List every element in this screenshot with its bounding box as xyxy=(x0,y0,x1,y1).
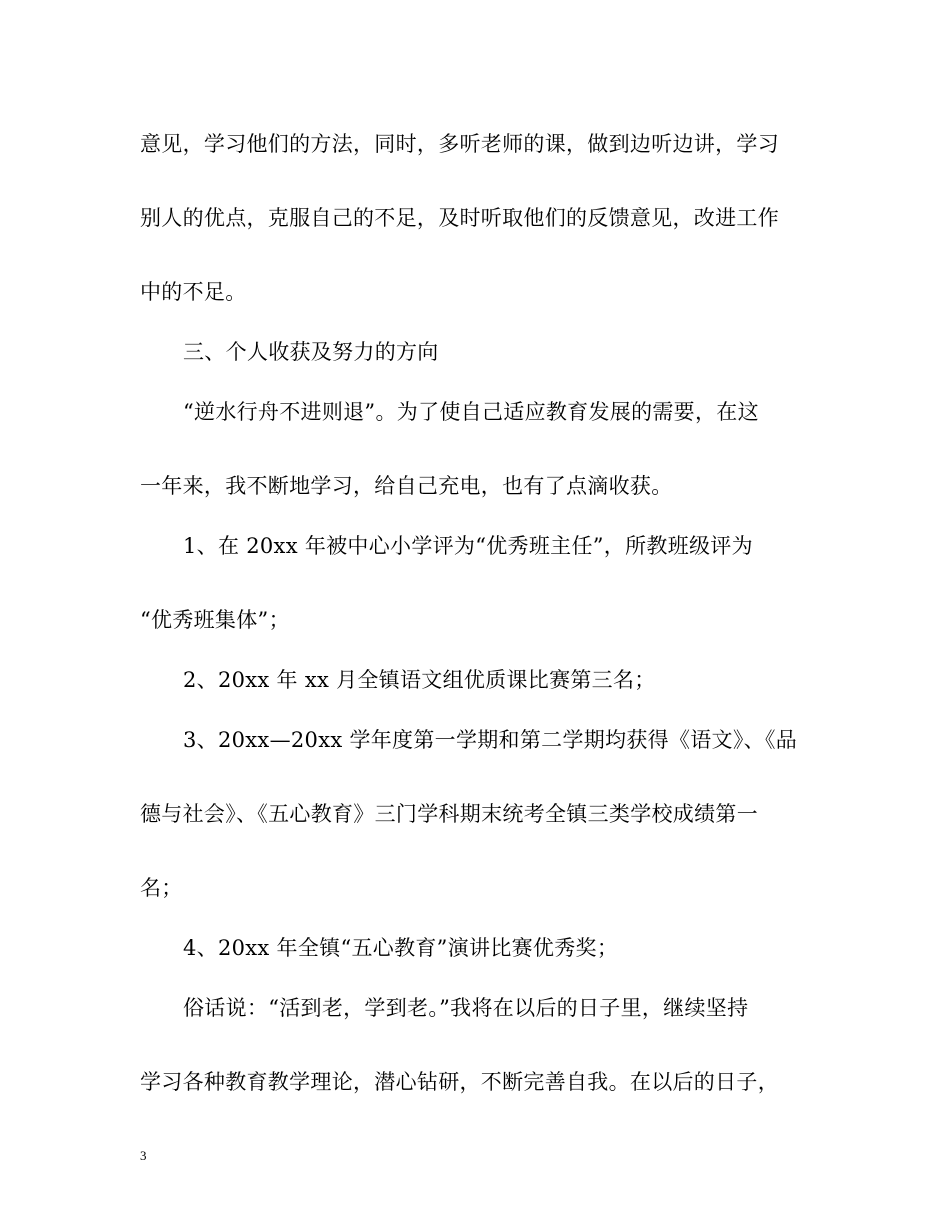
body-text-line: 一年来，我不断地学习，给自己充电，也有了点滴收获。 xyxy=(140,474,673,498)
section-heading: 三、个人收获及努力的方向 xyxy=(183,340,439,364)
body-text-line: 德与社会》、《五心教育》三门学科期末统考全镇三类学校成绩第一 xyxy=(140,802,758,826)
paragraph-first-line: “逆水行舟不进则退”。为了使自己适应教育发展的需要，在这 xyxy=(183,400,759,424)
list-item-2: 2、20xx 年 xx 月全镇语文组优质课比赛第三名； xyxy=(183,668,656,692)
list-item-4: 4、20xx 年全镇“五心教育”演讲比赛优秀奖； xyxy=(183,936,619,960)
body-text-line: 学习各种教育教学理论，潜心钻研，不断完善自我。在以后的日子， xyxy=(140,1070,779,1094)
body-text-line: 别人的优点，克服自己的不足，及时听取他们的反馈意见，改进工作 xyxy=(140,206,779,230)
list-item-3: 3、20xx—20xx 学年度第一学期和第二学期均获得《语文》、《品 xyxy=(183,728,798,752)
page-number: 3 xyxy=(140,1148,147,1163)
body-text-line: 意见，学习他们的方法，同时，多听老师的课，做到边听边讲，学习 xyxy=(140,132,779,156)
paragraph-first-line: 俗话说：“活到老，学到老。”我将在以后的日子里，继续坚持 xyxy=(183,996,749,1020)
body-text-line: “优秀班集体”； xyxy=(140,608,290,632)
list-item-1: 1、在 20xx 年被中心小学评为“优秀班主任”，所教班级评为 xyxy=(183,534,753,558)
body-text-line: 名； xyxy=(140,876,183,900)
body-text-line: 中的不足。 xyxy=(140,280,247,304)
